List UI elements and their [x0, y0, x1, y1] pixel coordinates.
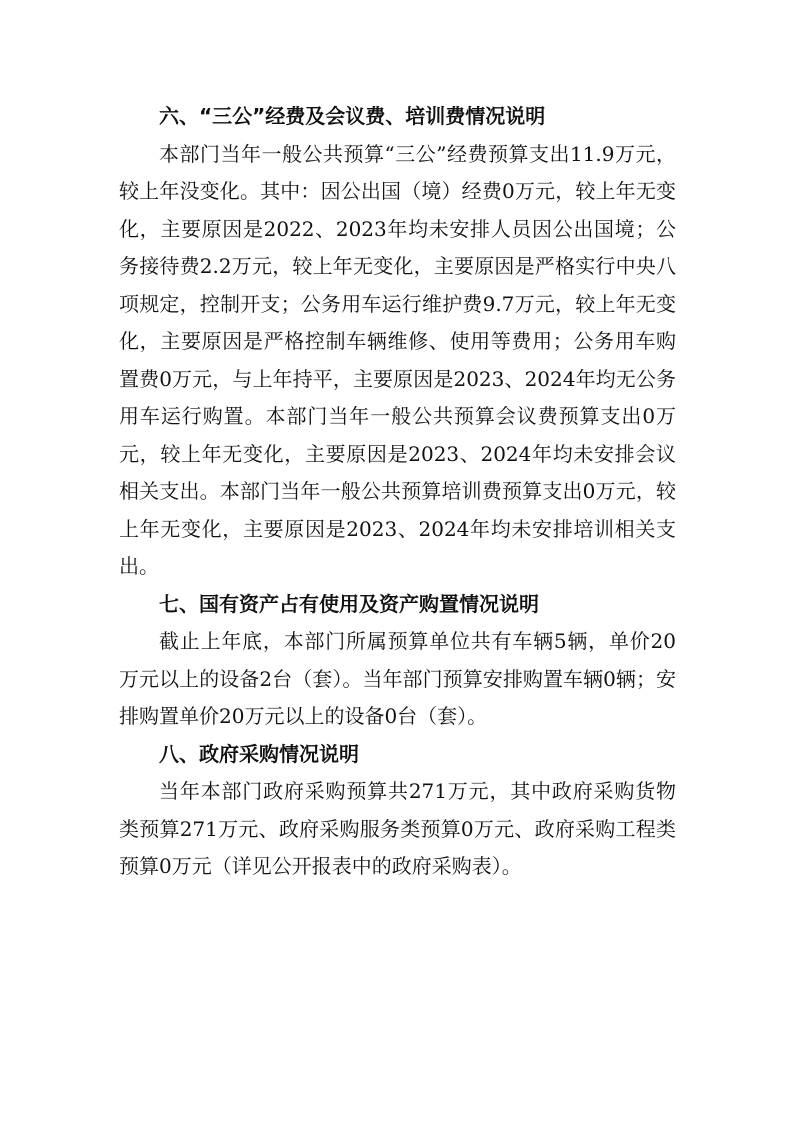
- section-paragraph-eight: 当年本部门政府采购预算共271万元，其中政府采购货物类预算271万元、政府采购服务类预算0万元、政府采购工程类预算0万元（详见公开报表中的政府采购表）。: [119, 779, 676, 878]
- section-heading-six: 六、“三公”经费及会议费、培训费情况说明: [159, 104, 546, 128]
- section-paragraph-six: 本部门当年一般公共预算“三公”经费预算支出11.9万元，较上年没变化。其中：因公出国（境）经费0万元，较上年无变化，主要原因是2022、2023年均未安排人员因公出国境；公务接待费2.2万元，较上年无变化，主要原因是严格实行中央八项规定，控制开支；公务用车运行维护费9.7万元，较上年无变化，主要原因是严格控制车辆维修、使用等费用；公务用车购置费0万元，与上年持平，主要原因是2023、2024年均无公务用车运行购置。本部门当年一般公共预算会议费预算支出0万元，较上年无变化，主要原因是2023、2024年均未安排会议相关支出。本部门当年一般公共预算培训费预算支出0万元，较上年无变化，主要原因是2023、2024年均未安排培训相关支出。: [119, 141, 676, 578]
- section-paragraph-seven: 截止上年底，本部门所属预算单位共有车辆5辆，单价20万元以上的设备2台（套）。当年部门预算安排购置车辆0辆；安排购置单价20万元以上的设备0台（套）。: [119, 629, 676, 728]
- document-body: [119, 98, 676, 886]
- section-heading-eight: 八、政府采购情况说明: [159, 741, 359, 766]
- section-heading-seven: 七、国有资产占有使用及资产购置情况说明: [159, 591, 539, 616]
